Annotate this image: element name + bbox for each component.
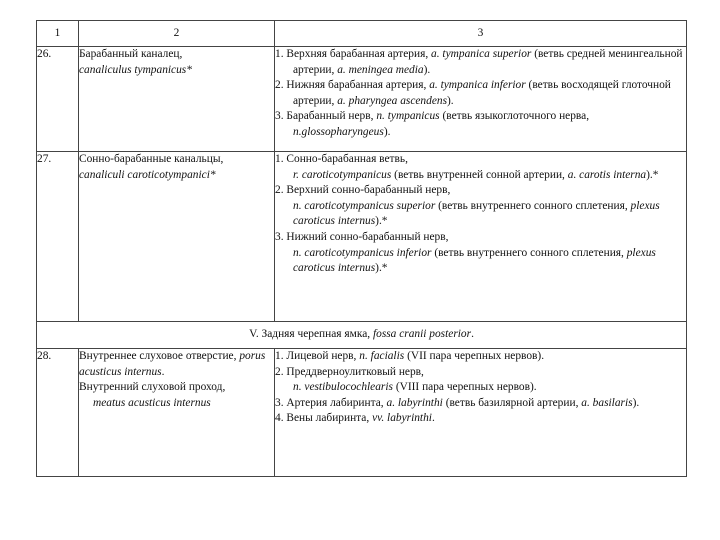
structure-name [79,152,275,322]
list-item: 3. Барабанный нерв, n. tympanicus (ветвь языкоглоточного нерва, n.glossopharyngeus). [275,110,590,138]
section-row [37,322,687,349]
contents-cell [275,47,687,152]
name-ru: Барабанный каналец, [79,48,183,60]
section-title: V. Задняя черепная ямка, fossa cranii posterior. [37,322,687,349]
list-item: 2. Преддверноулитковый нерв, n. vestibulocochlearis (VIII пара черепных нервов). [275,365,537,394]
name-lat: canaliculus tympanicus* [79,63,192,76]
name-ru: Сонно-барабанные канальцы, [79,153,224,165]
structure-name: Внутреннее слуховое отверстие, porus acusticus internus. Внутренний слуховой проход, meatus acusticus internus [79,349,275,477]
name-lat: porus acusticus internus [79,350,266,378]
list-item: 3. Нижний сонно-барабанный нерв, n. caroticotympanicus inferior (ветвь внутреннего сонного сплетения, plexus caroticus internus).* [275,230,656,275]
list-item: 1. Сонно-барабанная ветвь, r. caroticotympanicus (ветвь внутренней сонной артерии, a. carotis interna).* [275,153,659,181]
row-number: 28. [37,349,79,477]
name-lat: meatus acusticus internus [93,396,211,409]
row-number: 26. [37,47,79,152]
list-item: 2. Нижняя барабанная артерия, a. tympanica inferior (ветвь восходящей глоточной артерии, a. pharyngea ascendens). [275,79,671,107]
row-number: 27. [37,152,79,322]
name-ru: Внутреннее слуховое отверстие, [79,350,237,362]
header-cell: 1 [37,21,79,47]
name-ru: Внутренний слуховой проход, [79,381,226,394]
name-lat: canaliculi caroticotympanici* [79,168,216,181]
table-row [37,152,687,322]
table-row [37,47,687,152]
list-item: 4. Вены лабиринта, vv. labyrinthi. [275,412,435,425]
header-cell: 3 [275,21,687,47]
structure-name [79,47,275,152]
header-cell: 2 [79,21,275,47]
list-item: 1. Верхняя барабанная артерия, a. tympanica superior (ветвь средней менингеальной артерии, a. meningea media). [275,48,683,76]
contents-cell [275,152,687,322]
list-item: 1. Лицевой нерв, n. facialis (VII пара черепных нервов). [275,350,545,362]
table-row [37,349,687,477]
list-item: 2. Верхний сонно-барабанный нерв, n. caroticotympanicus superior (ветвь внутреннего сонного сплетения, plexus caroticus internus).* [275,184,660,228]
list-item: 3. Артерия лабиринта, a. labyrinthi (ветвь базилярной артерии, a. basilaris). [275,396,640,409]
anatomy-table [36,20,687,477]
header-row [37,21,687,47]
contents-cell [275,349,687,477]
